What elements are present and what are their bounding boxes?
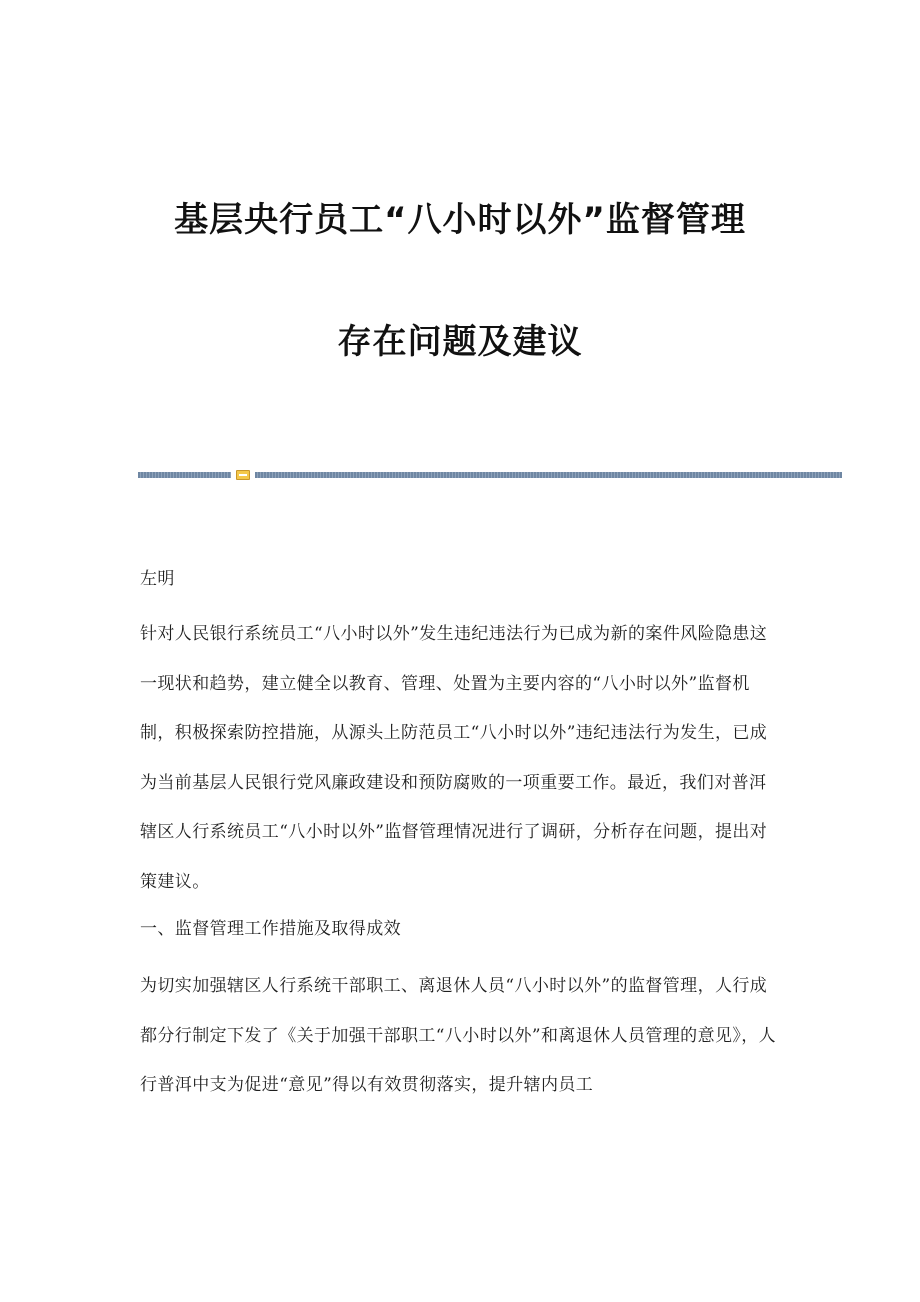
divider-bar-right: [255, 472, 842, 478]
divider-bar-left: [138, 472, 231, 478]
title-divider: [138, 470, 842, 480]
author-name: 左明: [140, 569, 175, 589]
body-paragraph-1: 针对人民银行系统员工“八小时以外”发生违纪违法行为已成为新的案件风险隐患这一现状和趋势，建立健全以教育、管理、处置为主要内容的“八小时以外”监督机制，积极探索防控措施，从源头上防范员工“八小时以外”违纪违法行为发生，已成为当前基层人民银行党风廉政建设和预防腐败的一项重要工作。最近，我们对普洱辖区人行系统员工“八小时以外”监督管理情况进行了调研，分析存在问题，提出对策建议。: [140, 624, 768, 892]
document-title-line-1: 基层央行员工“八小时以外”监督管理: [174, 200, 746, 240]
body-paragraph-2: 为切实加强辖区人行系统干部职工、离退休人员“八小时以外”的监督管理，人行成都分行制定下发了《关于加强干部职工“八小时以外”和离退休人员管理的意见》，人行普洱中支为促进“意见”得以有效贯彻落实，提升辖内员工: [140, 976, 777, 1095]
divider-ornament-icon: [236, 470, 250, 480]
document-title-line-2: 存在问题及建议: [337, 322, 583, 362]
section-heading-1: 一、监督管理工作措施及取得成效: [140, 919, 401, 939]
